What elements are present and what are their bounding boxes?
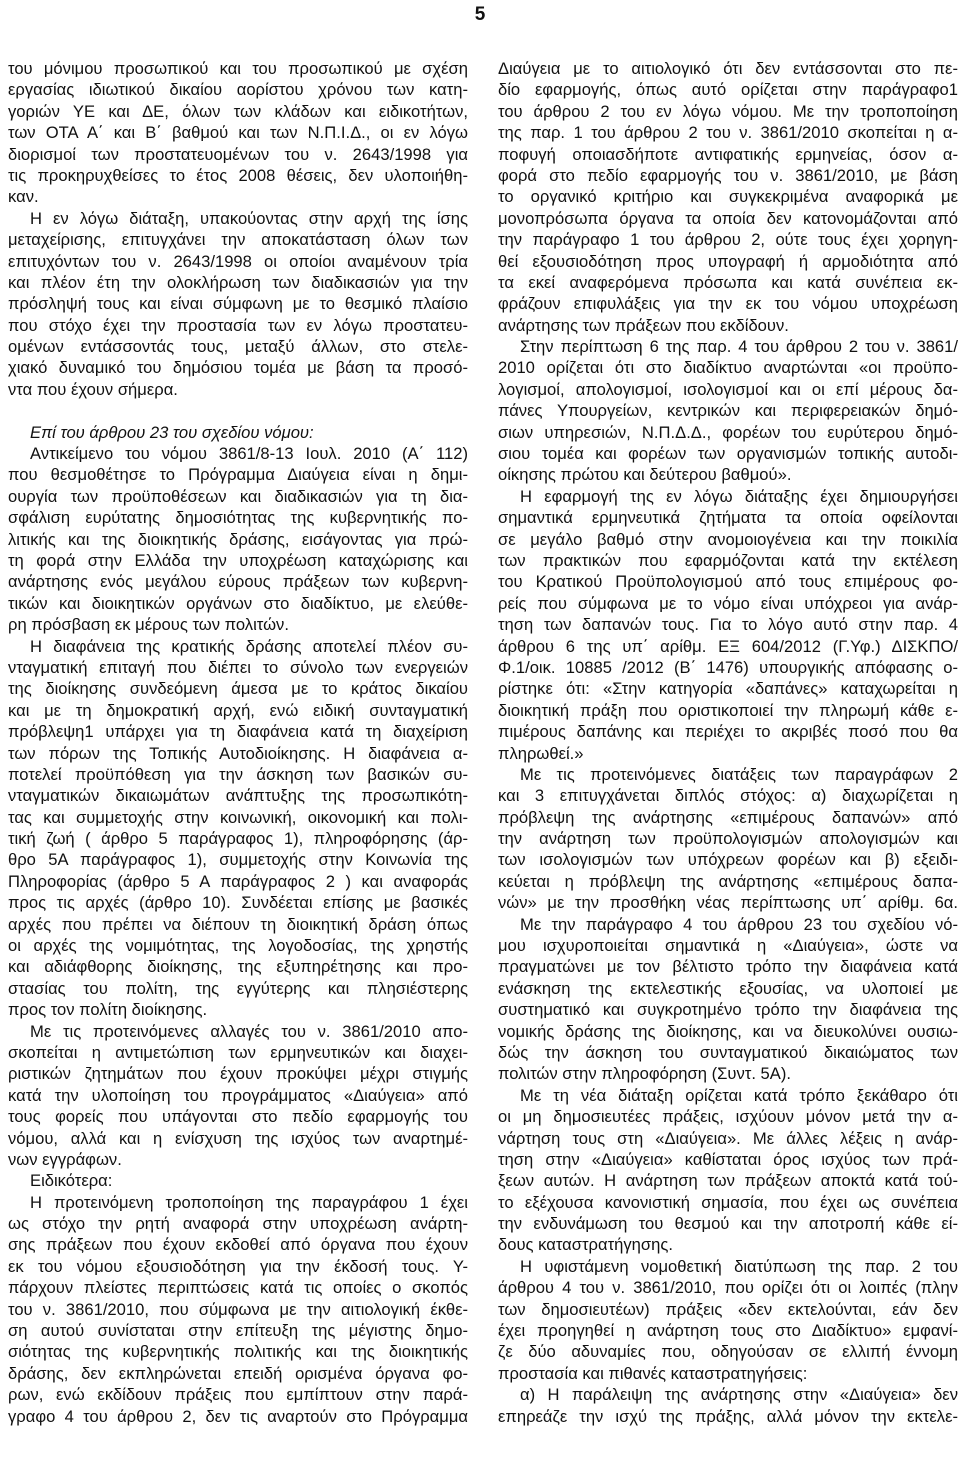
text-line: Με τις προτεινόμενες διατάξεις των παραγράφων 2	[520, 764, 958, 784]
text-line: δίο εφαρμογής, όπως αυτό ορίζεται στην παράγραφο1	[498, 80, 958, 100]
text-line: σφάλιση ευρύτατης δημοσιότητας της κυβερνητικής πο-	[8, 508, 468, 528]
text-line: ζε δύο αδυναμίες που, οδηγούσαν σε ελλιπή έννομη	[498, 1342, 958, 1362]
text-line: σιου τομέα και φορέων των οργανισμών τοπικής αυτοδι-	[498, 444, 958, 464]
text-line: ποτελεί προϋπόθεση για την άσκηση των βασικών συ-	[8, 764, 468, 784]
text-line: χιακό δυναμικό του δημόσιου τομέα με βάση τα προσό-	[8, 358, 468, 378]
text-line: εκ του νόμου εξουσιοδότηση για την έκδοσή τους. Υ-	[8, 1256, 468, 1276]
text-line: των δημοσιευτέων) πράξεις «δεν εκτελούνται, εάν δεν	[498, 1299, 958, 1319]
text-line: Ειδικότερα:	[30, 1171, 113, 1191]
text-line: γραφο 4 του άρθρου 2, δεν τις αναρτούν στο Πρόγραμμα	[8, 1406, 468, 1426]
text-line: των πρακτικών που εφαρμόζονται κατά την εκτέλεση	[498, 550, 958, 570]
text-line: ανάρτησης των πράξεων που εκδίδουν.	[498, 315, 789, 335]
text-line: διοικητική πράξη που οριστικοποιεί την πληρωμή κάθε ε-	[498, 700, 958, 720]
text-line: σης πράξεων που έχουν εκδοθεί από όργανα που έχουν	[8, 1235, 468, 1255]
text-line: προς τις αρχές (άρθρο 10). Συνδέεται επίσης με βασικές	[8, 893, 468, 913]
text-line: τηση των δαπανών τους. Για το λόγο αυτό στην παρ. 4	[498, 615, 958, 635]
paragraph-spacer	[8, 400, 468, 421]
text-line: σιων υπηρεσιών, Ν.Π.Δ.Δ., φορέων του ευρύτερου δημό-	[498, 422, 958, 442]
text-line: του μόνιμου προσωπικού και του προσωπικού με σχέση	[8, 59, 468, 78]
text-line: νομικής δράσης της διοίκησης, και να διευκολύνει ουσιω-	[498, 1021, 958, 1041]
text-line: θεί εξουσιοδότηση προς υπογραφή ή αρμοδιότητα από	[498, 251, 958, 271]
text-line: Φ.1/οικ. 10885 /2012 (Β΄ 1476) υπουργικής απόφασης ο-	[498, 657, 958, 677]
left-column	[8, 58, 468, 1427]
text-line: Η προτεινόμενη τροποποίηση της παραγράφου 1 έχει	[30, 1192, 468, 1212]
text-line: και 3 επιτυγχάνεται διπλός στόχος: α) διαχωρίζεται η	[498, 786, 958, 806]
text-line: πραγματώνει με τον βέλτιστο τρόπο την διαφάνεια κατά	[498, 957, 958, 977]
text-line: Με την παράγραφο 4 του άρθρου 23 του σχεδίου νό-	[520, 914, 958, 934]
text-line: πολιτών στην πληροφόρηση (Συντ. 5Α).	[498, 1064, 791, 1084]
text-line: την ενδυνάμωση του θεσμού και την αποτροπή κάθε εί-	[498, 1214, 958, 1234]
text-line: και πλέον έτη την ολοκλήρωση των διαδικασιών για την	[8, 272, 468, 292]
text-line: λογισμοί, απολογισμοί, ισολογισμοί και οι επί μέρους δα-	[498, 379, 958, 399]
text-line: οι μη δημοσιευτέες πράξεις, ισχύουν μόνον μετά την α-	[498, 1107, 958, 1127]
text-line: Με τη νέα διάταξη ορίζεται κατά τρόπο ξεκάθαρο ότι	[520, 1085, 958, 1105]
text-line: νόμου, αλλά και η ενίσχυση της ισχύος των αναρτημέ-	[8, 1128, 468, 1148]
text-line: πάρχουν πλείστες περιπτώσεις κατά τις οποίες ο σκοπός	[8, 1278, 468, 1298]
text-line: διορισμοί των προστατευομένων του ν. 2643/1998 για	[8, 144, 468, 164]
text-line: επηρεάζε την ισχύ της πράξης, αλλά μόνον την εκτελε-	[498, 1406, 958, 1426]
text-line: νάρτηση τους στη «Διαύγεια». Με άλλες λέξεις η ανάρ-	[498, 1128, 958, 1148]
text-line: α) Η παράλειψη της ανάρτησης στην «Διαύγεια» δεν	[520, 1385, 958, 1405]
right-column	[498, 58, 958, 1427]
text-line: μονοπρόσωπα όργανα τα οποία δεν κατονομάζονται από	[498, 208, 958, 228]
text-line: του Κρατικού Προϋπολογισμού από τους επιμέρους φο-	[498, 572, 958, 592]
text-line: νταγματική επιταγή που διέπει το σύνολο των ενεργειών	[8, 657, 468, 677]
text-line: ριστικών ζητημάτων που έχουν προκύψει μέχρι στιγμής	[8, 1064, 468, 1084]
text-line: που θεσμοθέτησε το Πρόγραμμα Διαύγεια είναι η δημι-	[8, 465, 468, 485]
text-line: επιτυχόντων του ν. 2643/1998 οι οποίοι αναμένουν τρία	[8, 251, 468, 271]
text-line: γοριών ΥΕ και ΔΕ, όλων των κλάδων και ειδικοτήτων,	[8, 101, 468, 121]
text-line: Διαύγεια με το αιτιολογικό ότι δεν εντάσσονται στο πε-	[498, 59, 958, 78]
text-line: πληρωθεί.»	[498, 743, 584, 763]
text-line: Η εφαρμογή της εν λόγω διάταξης έχει δημιουργήσει	[520, 486, 958, 506]
text-line: των ΟΤΑ Α΄ και Β΄ βαθμού και των Ν.Π.Ι.Δ., οι εν λόγω	[8, 123, 468, 143]
text-line: κατά την υλοποίηση του προγράμματος «Διαύγεια» από	[8, 1085, 468, 1105]
text-line: Η υφιστάμενη νομοθετική διατύπωση της παρ. 2 του	[520, 1256, 958, 1276]
text-line: τα εκεί αναφερόμενα πρόσωπα και κατά συνέπεια εκ-	[498, 272, 958, 292]
text-line: έχει προηγηθεί η ανάρτηση τους στο Διαδίκτυο» εμφανί-	[498, 1321, 958, 1341]
text-line: του άρθρου 2 του εν λόγω νόμου. Με την τροποποίηση	[498, 101, 958, 121]
text-line: τηση στην «Διαύγεια» καθίσταται όρος ισχύος των πρά-	[498, 1149, 958, 1169]
text-line: προς τον πολίτη διοίκησης.	[8, 1000, 208, 1020]
text-line: και αδιάφθορης διοίκησης, της εξυπηρέτησης και προ-	[8, 957, 468, 977]
text-line: που στόχο έχει την προστασία των εν λόγω προστατευ-	[8, 315, 468, 335]
text-line: νών» με την προσθήκη νέας περίπτωσης υπ΄ αρίθμ. 6α.	[498, 893, 958, 913]
text-line: ση αυτού συνίσταται στην επίτευξη της μέγιστης δημο-	[8, 1321, 468, 1341]
text-line: άρθρου 4 του ν. 3861/2010, που ορίζει ότι οι λοιπές (πλην	[498, 1278, 958, 1298]
text-line: Στην περίπτωση 6 της παρ. 4 του άρθρου 2 του ν. 3861/	[520, 337, 958, 357]
text-line: πρόβλεψη της ανάρτησης «επιμέρους δαπανών» από	[498, 807, 958, 827]
text-line: ρίστηκε ότι: «Στην κατηγορία «δαπάνες» καταχωρείται η	[498, 679, 958, 699]
text-line: ποφυγή οποιασδήποτε αντιφατικής ερμηνείας, όσον α-	[498, 144, 958, 164]
text-line: κεύεται η πρόβλεψη της ανάρτησης «επιμέρους δαπα-	[498, 871, 958, 891]
text-line: τους φορείς που υπάγονται στο πεδίο εφαρμογής του	[8, 1107, 468, 1127]
text-line: την παράγραφο 1 του άρθρου 2, ούτε τους έχει χορηγη-	[498, 230, 958, 250]
text-line: δώς την άσκηση του συνταγματικού δικαιώματος των	[498, 1042, 958, 1062]
text-line: φορά στο πεδίο εφαρμογής του ν. 3861/2010, με βάση	[498, 165, 958, 185]
text-line: Αντικείμενο του νόμου 3861/8-13 Ιουλ. 2010 (Α΄ 112)	[30, 444, 468, 464]
text-line: πρόσληψή τους και είναι σύμφωνη με το θεσμικό πλαίσιο	[8, 294, 468, 314]
text-line: ενάσκηση της εκτελεστικής εξουσίας, να υλοποιεί με	[498, 978, 958, 998]
text-line: δους καταστρατήγησης.	[498, 1235, 673, 1255]
text-line: Πληροφορίας (άρθρο 5 Α παράγραφος 2 ) και αναφοράς	[8, 871, 468, 891]
text-line: Η εν λόγω διάταξη, υπακούοντας στην αρχή της ίσης	[30, 208, 468, 228]
text-line: των ισολογισμών των υπόχρεων φορέων και β) εξειδι-	[498, 850, 958, 870]
text-line: ρείς που σύμφωνα με το νόμο είναι υπόχρεοι για ανάρ-	[498, 593, 958, 613]
text-line: νταγματικών δικαιωμάτων ανάπτυξης της προσωπικότη-	[8, 786, 468, 806]
text-line: στασίας του πολίτη, της εγγύτερης και πλησιέστερης	[8, 978, 468, 998]
text-line: συστηματικό και συγκροτημένο τρόπο την διαφάνεια της	[498, 1000, 958, 1020]
text-line: εργασίας ιδιωτικού δικαίου αορίστου χρόνου των κατη-	[8, 80, 468, 100]
page-number: 5	[474, 4, 486, 25]
text-line: και με τη δημοκρατική αρχή, ενώ ειδική συνταγματική	[8, 700, 468, 720]
text-line: της παρ. 1 του άρθρου 2 του ν. 3861/2010 σκοπείται η α-	[498, 123, 958, 143]
text-line: μου ισχυροποιείται σημαντικά η «Διαύγεια», ώστε να	[498, 936, 958, 956]
text-line: 2010 ορίζεται ότι στο διαδίκτυο αναρτώνται «οι προϋπο-	[498, 358, 958, 378]
text-line: θρο 5Α παράγραφος 1), συμμετοχής στην Κοινωνία της	[8, 850, 468, 870]
text-line: ξεων αυτών. Η ανάρτηση των πράξεων αποκτά κατά τού-	[498, 1171, 958, 1191]
text-line: οίκησης πρώτου και δεύτερου βαθμού».	[498, 465, 792, 485]
text-line: σημαντικά ερμηνευτικά ζητήματα τα οποία οφείλονται	[498, 508, 958, 528]
text-line: σκοπείται η αντιμετώπιση των ερμηνευτικών και διαχει-	[8, 1042, 468, 1062]
text-line: προστασία και πιθανές καταστρατηγήσεις:	[498, 1363, 808, 1383]
text-line: καν.	[8, 187, 39, 207]
text-line: νων εγγράφων.	[8, 1149, 122, 1169]
text-line: οι αρχές της νομιμότητας, της λογοδοσίας, της χρηστής	[8, 936, 468, 956]
text-line: φράζουν επιφυλάξεις για την εκ του νόμου υποχρέωση	[498, 294, 958, 314]
text-line: ρων, ενώ εκδίδουν πράξεις που εμπίπτουν στην παρά-	[8, 1385, 468, 1405]
text-line: το οργανικό κριτήριο και συγκεκριμένα αναφορικά με	[498, 187, 958, 207]
text-line: του ν. 3861/2010, που σύμφωνα με την αιτιολογική έκθε-	[8, 1299, 468, 1319]
text-line: πρόβλεψη1 υπάρχει για τη διαφάνεια κατά τη διαχείριση	[8, 722, 468, 742]
text-line: τις προκηρυχθείσες το έτος 2008 θέσεις, δεν υλοποιήθη-	[8, 165, 468, 185]
text-line: πιμέρους δαπάνης και περιέχει το ακριβές ποσό που θα	[498, 722, 958, 742]
text-line: ανάρτησης ενός μεγάλου εύρους πράξεων των κυβερνη-	[8, 572, 468, 592]
text-line: τας και συμμετοχής στην κοινωνική, οικονομική και πολι-	[8, 807, 468, 827]
text-line: της διοίκησης συνδεόμενη άμεσα με το κράτος δικαίου	[8, 679, 468, 699]
text-line: των πόρων της Τοπικής Αυτοδιοίκησης. Η διαφάνεια α-	[8, 743, 468, 763]
text-line: ρη πρόσβαση εκ μέρους των πολιτών.	[8, 615, 289, 635]
text-line: Με τις προτεινόμενες αλλαγές του ν. 3861/2010 απο-	[30, 1021, 468, 1041]
text-line: τικών και διοικητικών οργάνων στο διαδίκτυο, με ελεύθε-	[8, 593, 468, 613]
text-line: ως στόχο την ρητή αναφορά στην υποχρέωση ανάρτη-	[8, 1214, 468, 1234]
text-line: Η διαφάνεια της κρατικής δράσης αποτελεί πλέον συ-	[30, 636, 468, 656]
text-line: ομένων εντάσσοντάς τους, μεταξύ άλλων, στο στελε-	[8, 337, 468, 357]
text-line: δράσης, δεν εκπληρώνεται επειδή ορισμένα όργανα φο-	[8, 1363, 468, 1383]
text-line: σιότητας της κυβερνητικής πολιτικής και της διοικητικής	[8, 1342, 468, 1362]
text-line: λιτικής και της διοικητικής δράσης, εισάγοντας για πρώ-	[8, 529, 468, 549]
text-line: ουργία των προϋποθέσεων και διαδικασιών για τη δια-	[8, 486, 468, 506]
text-line: Επί του άρθρου 23 του σχεδίου νόμου:	[30, 422, 314, 442]
text-line: τη φορά στην Ελλάδα την υποχρέωση καταχώρισης και	[8, 550, 468, 570]
text-line: ντα που έχουν σήμερα.	[8, 379, 178, 399]
text-line: την ανάρτηση των προϋπολογισμών απολογισμών και	[498, 829, 958, 849]
text-line: αρχές που πρέπει να διέπουν τη διοικητική δράση όπως	[8, 914, 468, 934]
text-line: μεταχείρισης, επιτυγχάνει την αποκατάσταση όλων των	[8, 230, 468, 250]
text-line: άρθρου 6 της υπ΄ αρίθμ. ΕΞ 604/2012 (Γ.Υφ.) ΔΙΣΚΠΟ/	[498, 636, 958, 656]
text-line: τική ζωή ( άρθρο 5 παράγραφος 1), πληροφόρησης (άρ-	[8, 829, 468, 849]
text-line: πάνες Υπουργείων, κεντρικών και περιφερειακών δημό-	[498, 401, 958, 421]
text-line: το εξέχουσα κανονιστική σημασία, που έχει ως συνέπεια	[498, 1192, 958, 1212]
text-line: σε μεγάλο βαθμό στην ανομοιογένεια και την ποικιλία	[498, 529, 958, 549]
